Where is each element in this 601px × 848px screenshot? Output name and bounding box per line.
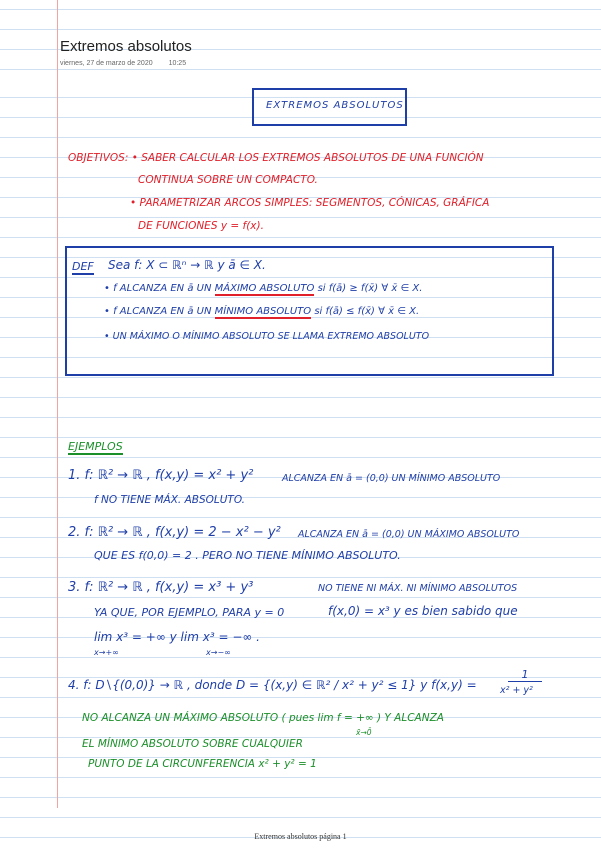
example-2-function: 2. f: ℝ² → ℝ , f(x,y) = 2 − x² − y²	[68, 525, 281, 540]
bullet-min-prefix: • f ALCANZA EN ā UN	[104, 306, 212, 317]
page-time: 10:25	[168, 60, 187, 67]
example-4-line-1: NO ALCANZA UN MÁXIMO ABSOLUTO ( pues lim f = +∞ ) Y ALCANZA	[82, 712, 444, 724]
page-footer: Extremos absolutos página 1	[254, 832, 347, 841]
bullet-max-suffix: si f(ā) ≥ f(x̄) ∀ x̄ ∈ X.	[317, 283, 423, 294]
example-1-statement: ALCANZA EN ā = (0,0) UN MÍNIMO ABSOLUTO	[282, 473, 501, 484]
example-3-limit-sub-1: x→+∞	[94, 648, 119, 657]
definition-bullet-min	[104, 306, 419, 317]
example-3-limits: lim x³ = +∞ y lim x³ = −∞ .	[94, 630, 260, 644]
objectives-line-1: OBJETIVOS: • SABER CALCULAR LOS EXTREMOS ABSOLUTOS DE UNA FUNCIÓN	[68, 152, 484, 164]
definition-line-1: Sea f: X ⊂ ℝⁿ → ℝ y ā ∈ X.	[108, 258, 266, 272]
bullet-max-term: MÁXIMO ABSOLUTO	[214, 283, 315, 294]
margin-line	[57, 0, 58, 808]
objectives-line-3: • PARAMETRIZAR ARCOS SIMPLES: SEGMENTOS, CÓNICAS, GRÁFICA	[130, 197, 490, 209]
examples-heading: EJEMPLOS	[68, 440, 123, 453]
objectives-line-2: CONTINUA SOBRE UN COMPACTO.	[138, 174, 318, 186]
example-1-note: f NO TIENE MÁX. ABSOLUTO.	[94, 494, 246, 506]
example-4-function: 4. f: D∖{(0,0)} → ℝ , donde D = {(x,y) ∈ ℝ² / x² + y² ≤ 1} y f(x,y) =	[68, 678, 477, 692]
example-4-line-3: PUNTO DE LA CIRCUNFERENCIA x² + y² = 1	[88, 758, 317, 770]
example-2-statement: ALCANZA EN ā = (0,0) UN MÁXIMO ABSOLUTO	[298, 529, 520, 540]
title-box	[252, 88, 407, 126]
example-4-limit-sub: x̄→0̄	[356, 728, 372, 737]
page-meta	[60, 60, 186, 67]
definition-label: DEF	[72, 260, 94, 273]
page-date: viernes, 27 de marzo de 2020	[60, 60, 153, 67]
definition-bullet-max	[104, 283, 422, 294]
definition-bullet-extremo: • UN MÁXIMO O MÍNIMO ABSOLUTO SE LLAMA EXTREMO ABSOLUTO	[104, 331, 430, 342]
bullet-max-prefix: • f ALCANZA EN ā UN	[104, 283, 212, 294]
example-4-line-2: EL MÍNIMO ABSOLUTO SOBRE CUALQUIER	[82, 738, 303, 750]
page-title: Extremos absolutos	[60, 38, 192, 55]
example-3-limit-sub-2: x→−∞	[206, 648, 231, 657]
example-3-statement: NO TIENE NI MÁX. NI MÍNIMO ABSOLUTOS	[318, 583, 518, 594]
objectives-line-4: DE FUNCIONES y = f(x).	[138, 220, 264, 232]
bullet-min-suffix: si f(ā) ≤ f(x̄) ∀ x̄ ∈ X.	[314, 306, 420, 317]
example-4-numerator: 1	[508, 668, 542, 682]
title-box-text: EXTREMOS ABSOLUTOS	[266, 100, 404, 111]
bullet-min-term: MÍNIMO ABSOLUTO	[214, 306, 312, 317]
example-1-function: 1. f: ℝ² → ℝ , f(x,y) = x² + y²	[68, 468, 254, 483]
example-3-reason: YA QUE, POR EJEMPLO, PARA y = 0	[94, 606, 285, 619]
example-3-function: 3. f: ℝ² → ℝ , f(x,y) = x³ + y³	[68, 580, 254, 595]
example-3-restriction: f(x,0) = x³ y es bien sabido que	[328, 604, 518, 618]
example-4-denominator: x² + y²	[500, 685, 533, 696]
example-2-note: QUE ES f(0,0) = 2 . PERO NO TIENE MÍNIMO ABSOLUTO.	[94, 549, 401, 562]
